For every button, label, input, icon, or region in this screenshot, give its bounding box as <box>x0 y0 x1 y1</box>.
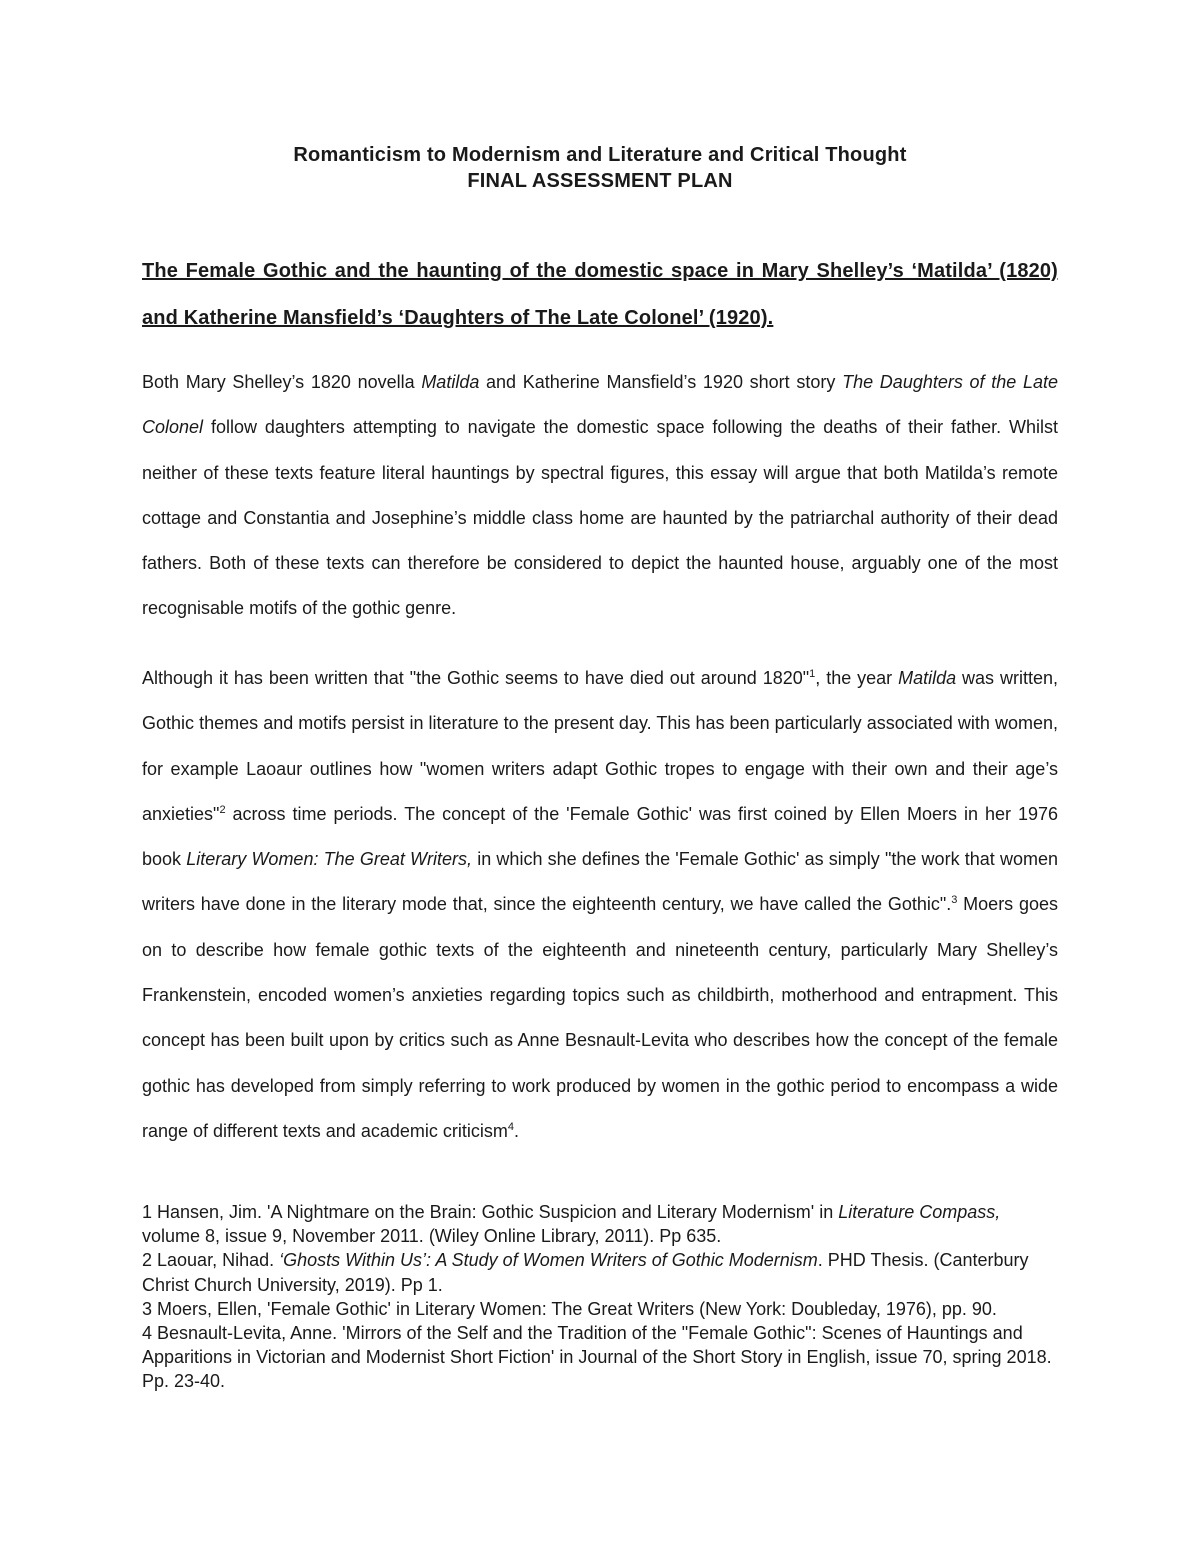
footnotes-section <box>142 1200 1058 1394</box>
course-title: Romanticism to Modernism and Literature and Critical Thought <box>293 144 907 166</box>
footnote-4 <box>142 1321 1058 1394</box>
italic-title: ‘Ghosts Within Us’: A Study of Women Writers of Gothic Modernism <box>279 1250 818 1271</box>
footnote-2 <box>142 1248 1058 1296</box>
text-run: Both Mary Shelley’s 1820 novella <box>142 372 422 392</box>
footnote-1 <box>142 1200 1058 1248</box>
essay-title: The Female Gothic and the haunting of the domestic space in Mary Shelley’s ‘Matilda’ (1820) and Katherine Mansfield’s ‘Daughters of The Late Colonel’ (1920). <box>142 260 1058 329</box>
text-run: , the year <box>815 668 899 688</box>
footnote-marker: 4 <box>507 1120 514 1133</box>
text-run: in which she defines the 'Female Gothic' as simply "the work that women writers have done in the literary mode that, since the eighteenth century, we have called the Gothic". <box>142 849 1058 915</box>
body-paragraph-1 <box>142 360 1058 632</box>
italic-title: Literary Women: The Great Writers, <box>186 849 473 870</box>
text-run: 2 Laouar, Nihad. <box>142 1250 280 1271</box>
assessment-subtitle: FINAL ASSESSMENT PLAN <box>467 170 733 192</box>
footnote-marker: 1 <box>809 668 816 680</box>
italic-title: Literature Compass, <box>838 1202 1001 1222</box>
text-run: Moers goes on to describe how female gothic texts of the eighteenth and nineteenth century, particularly Mary Shelley’s Frankenstein, encoded women’s anxieties regarding topics such as childbirth, motherhood and entrapment. This concept has been built upon by critics such as Anne Besnault-Levita who describes how the concept of the female gothic has developed from simply referring to work produced by women in the gothic period to encompass a wide range of different texts and academic criticism <box>142 894 1059 1141</box>
text-run: . <box>513 1120 519 1141</box>
text-run: 3 Moers, Ellen, 'Female Gothic' in Literary Women: The Great Writers (New York: Doubleday, 1976), pp. 90. <box>142 1298 997 1319</box>
text-run: Although it has been written that "the Gothic seems to have died out around 1820" <box>142 668 810 688</box>
body-paragraph-2 <box>142 656 1058 1154</box>
italic-title: Matilda <box>898 668 957 688</box>
text-run: . PHD Thesis. (Canterbury Christ Church University, 2019). Pp 1. <box>142 1250 1029 1295</box>
italic-title: The Daughters of the Late Colonel <box>142 372 1059 438</box>
text-run: volume 8, issue 9, November 2011. (Wiley Online Library, 2011). Pp 635. <box>142 1226 722 1247</box>
text-run: and Katherine Mansfield’s 1920 short story <box>479 372 843 392</box>
text-run: across time periods. The concept of the 'Female Gothic' was first coined by Ellen Moers in her 1976 book <box>142 803 1058 870</box>
text-run: 4 Besnault-Levita, Anne. 'Mirrors of the Self and the Tradition of the "Female Gothic": Scenes of Hauntings and Apparitions in Victorian and Modernist Short Fiction' in Journal of the Short Story in English, issue 70, spring 2018. Pp. 23-40. <box>142 1323 1052 1392</box>
italic-title: Matilda <box>421 372 480 392</box>
text-run: was written, Gothic themes and motifs persist in literature to the present day. This has been particularly associated with women, for example Laoaur outlines how "women writers adapt Gothic tropes to engage with their own and their age’s anxieties" <box>142 668 1059 824</box>
text-run: follow daughters attempting to navigate the domestic space following the deaths of their father. Whilst neither of these texts feature literal hauntings by spectral figures, this essay will argue that both Matilda’s remote cottage and Constantia and Josephine’s middle class home are haunted by the patriarchal authority of their dead fathers. Both of these texts can therefore be considered to depict the haunted house, arguably one of the most recognisable motifs of the gothic genre. <box>142 417 1058 619</box>
text-run: 1 Hansen, Jim. 'A Nightmare on the Brain: Gothic Suspicion and Literary Modernism' in <box>142 1202 839 1222</box>
footnote-marker: 3 <box>951 894 958 907</box>
footnote-marker: 2 <box>219 803 226 816</box>
footnote-3 <box>142 1297 1058 1321</box>
